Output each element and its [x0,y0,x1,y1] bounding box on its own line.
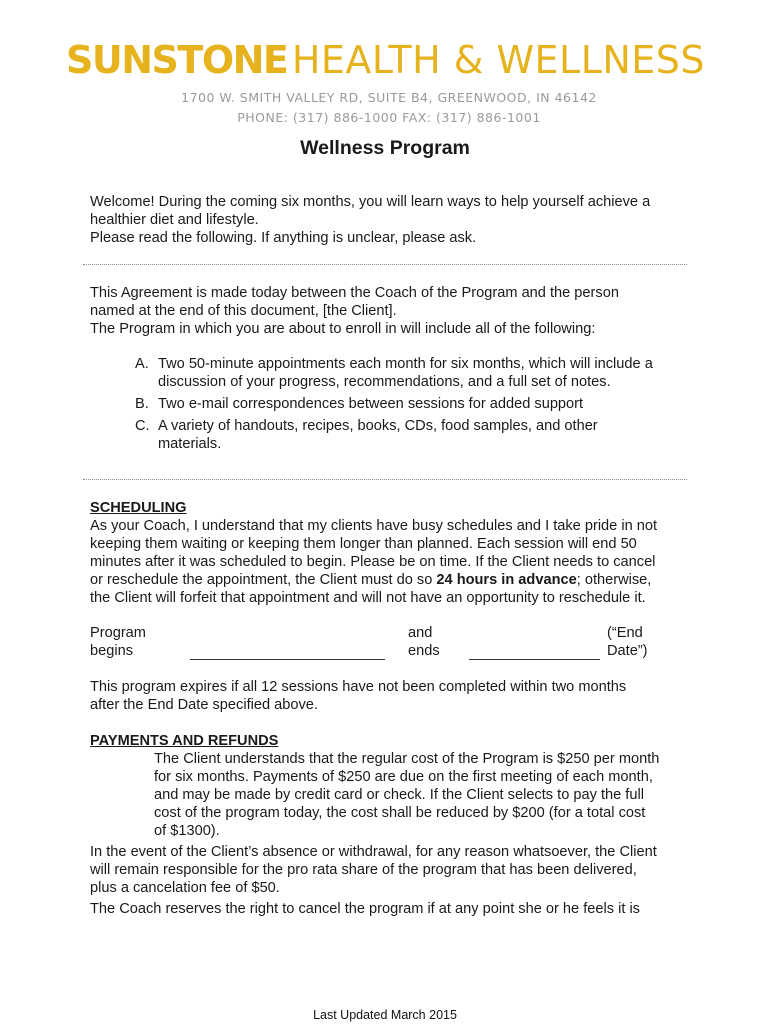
end-date-label: (“End [607,625,643,641]
intro-line: Please read the following. If anything is unclear, please ask. [90,230,477,246]
absence-line: In the event of the Client’s absence or withdrawal, for any reason whatsoever, the Client [90,844,657,860]
agreement-line: This Agreement is made today between the Coach of the Program and the person [90,285,619,301]
section-heading-payments: PAYMENTS AND REFUNDS [90,733,279,749]
scheduling-line: As your Coach, I understand that my clients have busy schedules and I take pride in not [90,518,658,534]
contact-line: PHONE: (317) 886-1000 FAX: (317) 886-1001 [237,110,541,125]
scheduling-text: ; otherwise, [576,572,652,588]
cancel-right-line: The Coach reserves the right to cancel the program if at any point she or he feels it is [90,901,640,917]
payments-line: The Client understands that the regular cost of the Program is $250 per month [154,751,660,767]
section-heading-scheduling: SCHEDULING [90,500,187,516]
list-item [135,355,675,391]
scheduling-line: the Client will forfeit that appointment and will not have an opportunity to reschedule it. [90,590,646,606]
list-item-text: materials. [158,436,222,452]
end-date-label: Date”) [607,643,648,659]
program-begins-field[interactable] [190,659,385,660]
payments-line: for six months. Payments of $250 are due on the first meeting of each month, [154,769,653,785]
program-label: Program [90,625,146,641]
intro-line: healthier diet and lifestyle. [90,212,259,228]
list-item-text: Two e-mail correspondences between sessions for added support [158,396,584,412]
list-item [135,417,675,453]
address-line: 1700 W. SMITH VALLEY RD, SUITE B4, GREENWOOD, IN 46142 [181,90,597,105]
deadline-emphasis: 24 hours in advance [436,572,577,588]
payments-line: and may be made by credit card or check. If the Client selects to pay the full [154,787,644,803]
list-marker: B. [135,396,149,412]
payments-line: cost of the program today, the cost shall be reduced by $200 (for a total cost [154,805,646,821]
scheduling-line: keeping them waiting or keeping them longer than planned. Each session will end 50 [90,536,637,552]
ends-label: ends [408,643,440,659]
list-marker: C. [135,418,150,434]
program-ends-field[interactable] [469,659,600,660]
list-item [135,395,675,413]
brand-name-light: HEALTH & WELLNESS [291,38,706,82]
and-label: and [408,625,433,641]
list-item-text: A variety of handouts, recipes, books, CDs, food samples, and other [158,418,598,434]
scheduling-line: minutes after it was scheduled to begin. Please be on time. If the Client needs to cancel [90,554,656,570]
page-title: Wellness Program [300,137,470,159]
absence-line: plus a cancelation fee of $50. [90,880,280,896]
last-updated: Last Updated March 2015 [313,1008,457,1022]
begins-label: begins [90,643,134,659]
dotted-divider [83,479,687,480]
expiry-line: after the End Date specified above. [90,697,318,713]
list-item-text: discussion of your progress, recommendations, and a full set of notes. [158,374,611,390]
list-marker: A. [135,356,149,372]
payments-line: of $1300). [154,823,220,839]
agreement-line: The Program in which you are about to enroll in will include all of the following: [90,321,596,337]
scheduling-line [90,571,690,589]
agreement-line: named at the end of this document, [the Client]. [90,303,397,319]
intro-line: Welcome! During the coming six months, you will learn ways to help yourself achieve a [90,194,651,210]
absence-line: will remain responsible for the pro rata share of the program that has been delivered, [90,862,637,878]
brand-name-bold: SUNSTONE [66,38,288,82]
dotted-divider [83,264,687,265]
expiry-line: This program expires if all 12 sessions have not been completed within two months [90,679,627,695]
brand-logo [66,38,736,82]
list-item-text: Two 50-minute appointments each month for six months, which will include a [158,356,653,372]
scheduling-text: or reschedule the appointment, the Client must do so [90,572,437,588]
